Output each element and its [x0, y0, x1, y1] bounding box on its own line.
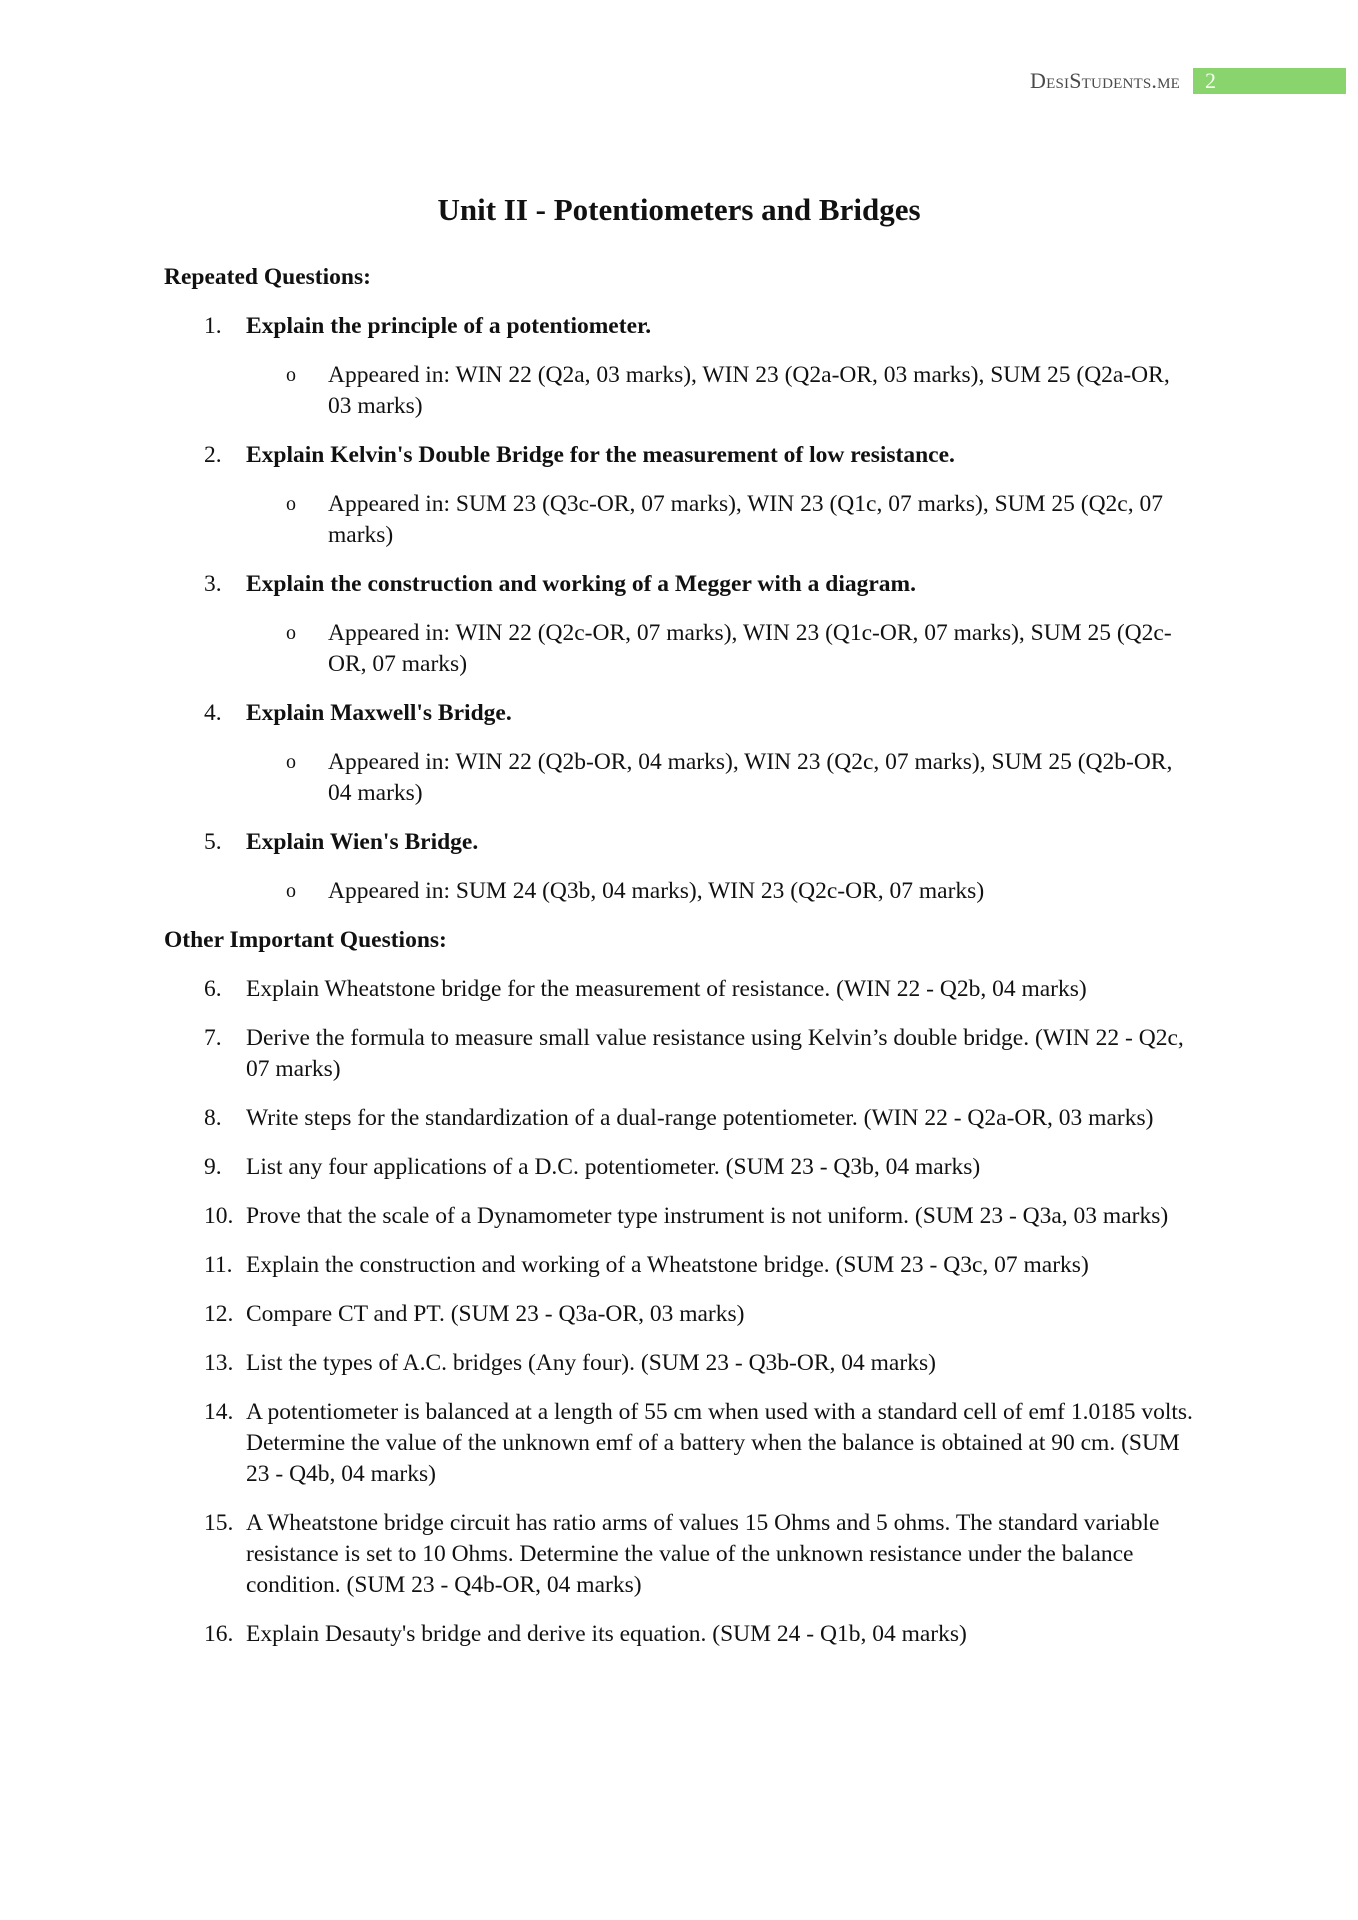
question-number: 5.: [204, 829, 222, 855]
question-text: Explain Maxwell's Bridge.: [246, 700, 512, 726]
question-text: List any four applications of a D.C. potentiometer. (SUM 23 - Q3b, 04 marks): [246, 1154, 981, 1180]
question-number: 16.: [204, 1621, 234, 1647]
appeared-in-text: Appeared in: SUM 24 (Q3b, 04 marks), WIN 23 (Q2c-OR, 07 marks): [328, 878, 985, 904]
appeared-in-item: [164, 618, 1194, 680]
question-item: [164, 974, 1194, 1005]
appeared-in-item: [164, 876, 1194, 907]
question-text: Prove that the scale of a Dynamometer type instrument is not uniform. (SUM 23 - Q3a, 03 marks): [246, 1203, 1169, 1229]
question-item: [164, 1397, 1194, 1490]
question-number: 12.: [204, 1301, 234, 1327]
question-text: Compare CT and PT. (SUM 23 - Q3a-OR, 03 marks): [246, 1301, 745, 1327]
question-item: [164, 1508, 1194, 1601]
repeated-questions-heading: Repeated Questions:: [164, 264, 371, 290]
question-text: A potentiometer is balanced at a length of 55 cm when used with a standard cell of emf 1.0185 volts. Determine the value of the unknown emf of a battery when the balance is obtained at 90 cm. (SUM 23 - Q4b, 04 marks): [246, 1399, 1193, 1487]
question-item: [164, 1348, 1194, 1379]
question-number: 4.: [204, 700, 222, 726]
appeared-in-item: [164, 489, 1194, 551]
other-questions-heading: Other Important Questions:: [164, 927, 447, 953]
question-text: Explain Wheatstone bridge for the measurement of resistance. (WIN 22 - Q2b, 04 marks): [246, 976, 1087, 1002]
question-item: [164, 311, 1194, 342]
question-text: Write steps for the standardization of a dual-range potentiometer. (WIN 22 - Q2a-OR, 03 marks): [246, 1105, 1154, 1131]
appeared-in-text: Appeared in: SUM 23 (Q3c-OR, 07 marks), WIN 23 (Q1c, 07 marks), SUM 25 (Q2c, 07 marks): [328, 491, 1163, 548]
question-text: Explain the construction and working of a Megger with a diagram.: [246, 571, 916, 597]
question-number: 11.: [204, 1252, 233, 1278]
question-item: [164, 569, 1194, 600]
question-number: 15.: [204, 1510, 234, 1536]
question-text: List the types of A.C. bridges (Any four). (SUM 23 - Q3b-OR, 04 marks): [246, 1350, 936, 1376]
question-number: 13.: [204, 1350, 234, 1376]
question-item: [164, 1201, 1194, 1232]
document-body: [164, 262, 1194, 1668]
question-number: 10.: [204, 1203, 234, 1229]
circle-bullet-icon: o: [286, 364, 296, 386]
circle-bullet-icon: o: [286, 880, 296, 902]
question-number: 14.: [204, 1399, 234, 1425]
question-number: 1.: [204, 313, 222, 339]
question-text: Explain the construction and working of a Wheatstone bridge. (SUM 23 - Q3c, 07 marks): [246, 1252, 1089, 1278]
question-text: Explain Kelvin's Double Bridge for the measurement of low resistance.: [246, 442, 955, 468]
question-text: Explain Wien's Bridge.: [246, 829, 479, 855]
question-number: 9.: [204, 1154, 222, 1180]
question-item: [164, 1250, 1194, 1281]
question-item: [164, 1023, 1194, 1085]
question-number: 7.: [204, 1025, 222, 1051]
appeared-in-text: Appeared in: WIN 22 (Q2b-OR, 04 marks), WIN 23 (Q2c, 07 marks), SUM 25 (Q2b-OR, 04 marks): [328, 749, 1173, 806]
question-item: [164, 440, 1194, 471]
page-header: [0, 68, 1358, 94]
appeared-in-item: [164, 747, 1194, 809]
question-item: [164, 1619, 1194, 1650]
question-text: Explain the principle of a potentiometer.: [246, 313, 652, 339]
question-text: Derive the formula to measure small value resistance using Kelvin’s double bridge. (WIN 22 - Q2c, 07 marks): [246, 1025, 1184, 1082]
question-text: A Wheatstone bridge circuit has ratio arms of values 15 Ohms and 5 ohms. The standard variable resistance is set to 10 Ohms. Determine the value of the unknown resistance under the balance condition. (SUM 23 - Q4b-OR, 04 marks): [246, 1510, 1160, 1598]
question-number: 8.: [204, 1105, 222, 1131]
question-number: 3.: [204, 571, 222, 597]
circle-bullet-icon: o: [286, 622, 296, 644]
site-name: DesiStudents.me: [1030, 68, 1180, 93]
appeared-in-text: Appeared in: WIN 22 (Q2a, 03 marks), WIN 23 (Q2a-OR, 03 marks), SUM 25 (Q2a-OR, 03 marks): [328, 362, 1170, 419]
question-number: 6.: [204, 976, 222, 1002]
question-item: [164, 1103, 1194, 1134]
question-text: Explain Desauty's bridge and derive its equation. (SUM 24 - Q1b, 04 marks): [246, 1621, 967, 1647]
document-title: Unit II - Potentiometers and Bridges: [437, 192, 921, 227]
appeared-in-item: [164, 360, 1194, 422]
question-item: [164, 698, 1194, 729]
circle-bullet-icon: o: [286, 751, 296, 773]
question-item: [164, 1152, 1194, 1183]
page-number-badge: 2: [1193, 68, 1346, 94]
circle-bullet-icon: o: [286, 493, 296, 515]
question-item: [164, 827, 1194, 858]
appeared-in-text: Appeared in: WIN 22 (Q2c-OR, 07 marks), WIN 23 (Q1c-OR, 07 marks), SUM 25 (Q2c-OR, 07 marks): [328, 620, 1172, 677]
question-number: 2.: [204, 442, 222, 468]
question-item: [164, 1299, 1194, 1330]
